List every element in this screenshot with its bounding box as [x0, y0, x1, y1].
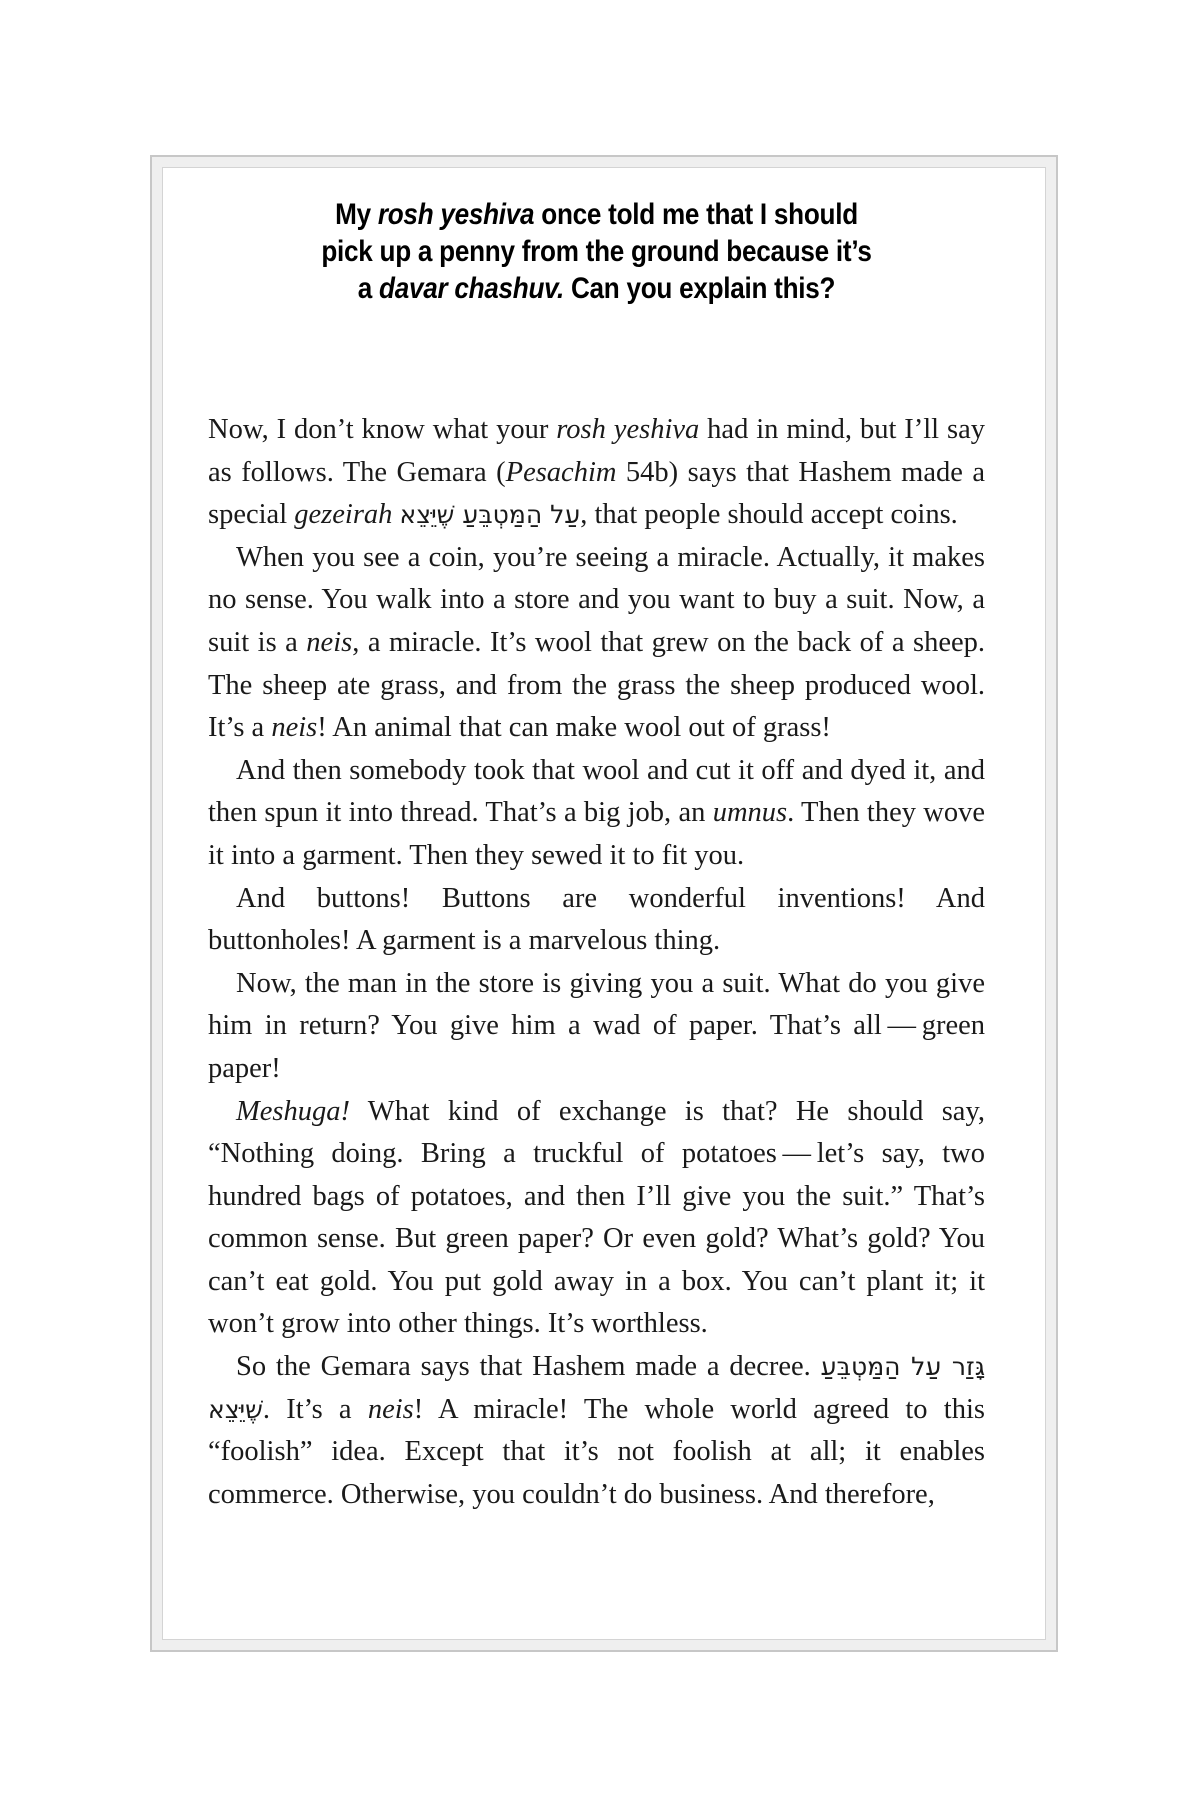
- italic-text: Pesachim: [505, 456, 617, 488]
- text-run: 54b) says that Hashem made a special: [208, 456, 985, 531]
- text-run: My: [335, 198, 378, 231]
- italic-text: davar chashuv.: [379, 272, 564, 305]
- text-run: Now, I don’t know what your: [208, 414, 557, 445]
- text-run: had in mind, but I’ll say as follows. The Gemara (: [208, 414, 985, 488]
- italic-text: umnus: [712, 797, 788, 829]
- text-run: . Then they wove it into a garment. Then they sewed it to fit you.: [208, 797, 986, 871]
- text-run: [392, 499, 399, 530]
- heading-line-3: [259, 270, 935, 307]
- body-paragraph-2: [208, 537, 985, 750]
- italic-text: neis: [271, 712, 318, 744]
- text-run: Can you explain this?: [563, 272, 836, 305]
- page-frame: [150, 155, 1058, 1652]
- italic-text: rosh yeshiva: [556, 414, 700, 445]
- body-text: [208, 409, 985, 1516]
- body-paragraph-4: [208, 878, 985, 963]
- text-run: When you see a coin, you’re seeing a miracle. Actually, it makes no sense. You walk into a store and you want to buy a suit. Now, a suit is a: [208, 541, 985, 658]
- text-run: once told me that I should: [534, 198, 858, 231]
- question-heading: [259, 196, 935, 307]
- body-paragraph-1: [208, 409, 985, 537]
- italic-text: rosh yeshiva: [377, 198, 535, 231]
- body-paragraph-5: [208, 963, 985, 1091]
- text-run: And then somebody took that wool and cut it off and dyed it, and then spun it into thread. That’s a big job, an: [208, 754, 985, 829]
- italic-text: neis: [367, 1393, 414, 1425]
- body-paragraph-3: [208, 750, 985, 878]
- italic-text: Meshuga!: [236, 1095, 350, 1127]
- italic-text: gezeirah: [294, 499, 393, 531]
- heading-line-2: [259, 233, 935, 270]
- hebrew-text: גָּזַר עַל הַמַּטְבֵּעַ שֶׁיֵּצֵא: [208, 1352, 985, 1424]
- text-run: , that people should accept coins.: [580, 499, 958, 531]
- text-run: And buttons! Buttons are wonderful inventions! And buttonholes! A garment is a marvelous thing.: [208, 882, 985, 957]
- body-paragraph-7: [208, 1346, 985, 1516]
- text-run: , a miracle. It’s wool that grew on the back of a sheep. The sheep ate grass, and from the grass the sheep produced wool. It’s a: [208, 626, 985, 744]
- text-run: What kind of exchange is that? He should say, “Nothing doing. Bring a truckful of potatoes — let’s say, two hundred bags of potatoes, and then I’ll give you the suit.” That’s common sense. But green paper? Or even gold? What’s gold? You can’t eat gold. You put gold away in a box. You can’t plant it; it won’t grow into other things. It’s worthless.: [208, 1095, 985, 1340]
- hebrew-text: עַל הַמַּטְבֵּעַ שֶׁיֵּצֵא: [399, 500, 581, 530]
- text-run: Now, the man in the store is giving you a suit. What do you give him in return? You give him a wad of paper. That’s all — green paper!: [208, 967, 985, 1084]
- heading-line-1: [259, 196, 935, 233]
- text-run: ! An animal that can make wool out of grass!: [317, 712, 831, 744]
- italic-text: neis: [306, 626, 353, 658]
- text-run: . It’s a: [262, 1393, 368, 1425]
- body-paragraph-6: [208, 1091, 985, 1347]
- text-run: So the Gemara says that Hashem made a decree.: [236, 1351, 821, 1383]
- text-run: a: [357, 272, 380, 305]
- page-frame-inner: [162, 167, 1046, 1640]
- text-run: pick up a penny from the ground because it’s: [321, 235, 872, 268]
- text-run: ! A miracle! The whole world agreed to this “foolish” idea. Except that it’s not foolish at all; it enables commerce. Otherwise, you couldn’t do business. And therefore,: [208, 1393, 985, 1510]
